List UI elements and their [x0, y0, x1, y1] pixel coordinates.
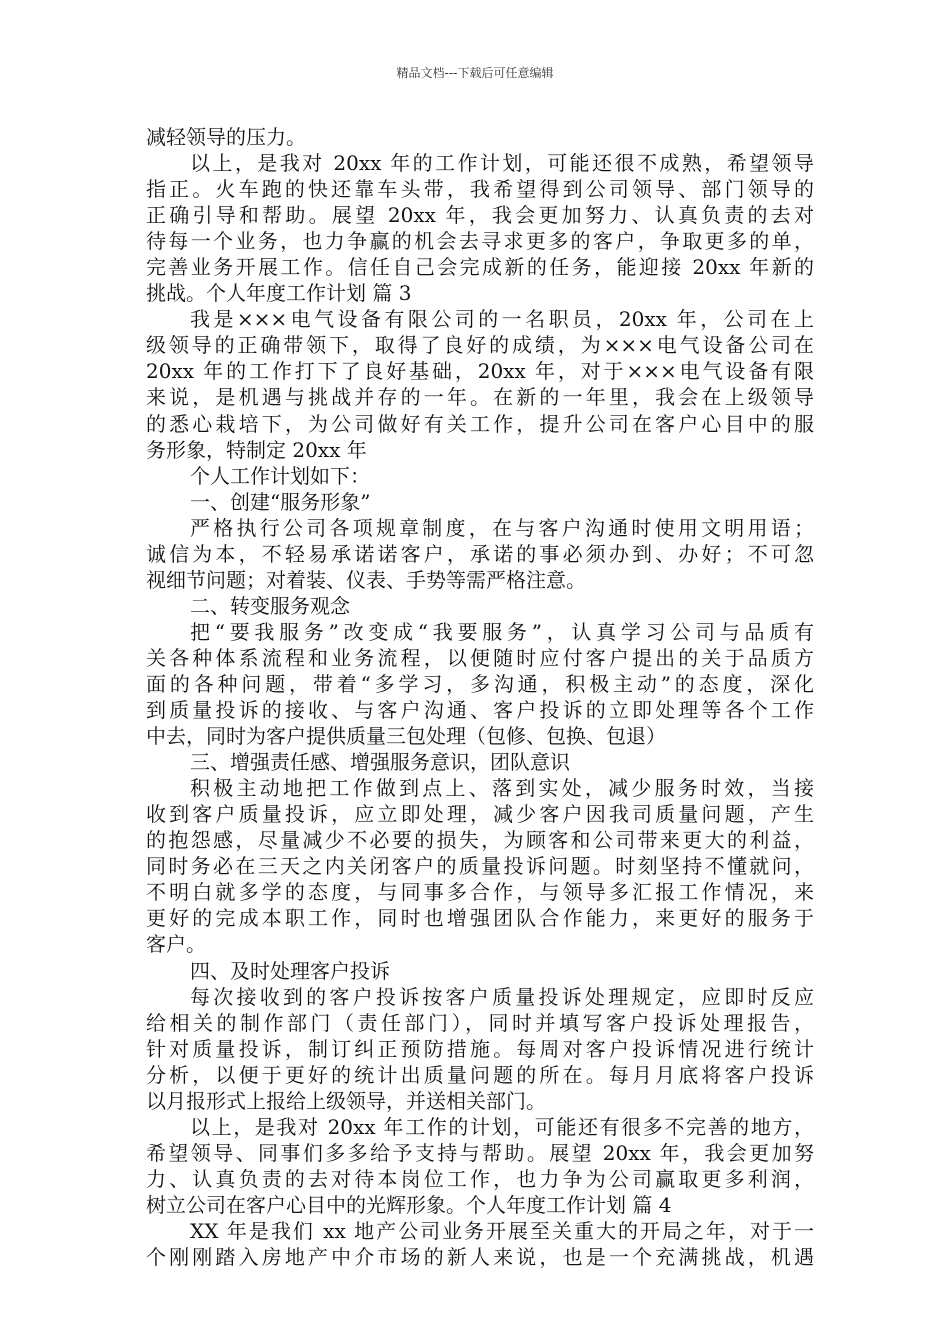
document-body — [146, 124, 814, 1270]
text-line: 我是×××电气设备有限公司的一名职员，20xx 年，公司在上 — [190, 307, 814, 332]
text-line: 20xx 年的工作打下了良好基础，20xx 年，对于×××电气设备有限 — [146, 359, 814, 384]
text-line: 客户。 — [146, 932, 206, 957]
text-line: 视细节问题；对着装、仪表、手势等需严格注意。 — [146, 567, 586, 592]
text-line: 三、增强责任感、增强服务意识，团队意识 — [190, 750, 570, 775]
text-line: 的悉心栽培下，为公司做好有关工作，提升公司在客户心目中的服 — [146, 411, 814, 436]
text-line: 把“要我服务”改变成“我要服务”，认真学习公司与品质有 — [190, 619, 814, 644]
text-line: 级领导的正确带领下，取得了良好的成绩，为×××电气设备公司在 — [146, 333, 814, 358]
text-line: 分析，以便于更好的统计出质量问题的所在。每月月底将客户投诉 — [146, 1062, 814, 1087]
text-line: 以月报形式上报给上级领导，并送相关部门。 — [146, 1088, 546, 1113]
text-line: 挑战。个人年度工作计划 篇 3 — [146, 281, 412, 306]
text-line: 正确引导和帮助。展望 20xx 年，我会更加努力、认真负责的去对 — [146, 203, 814, 228]
text-line: 中去，同时为客户提供质量三包处理（包修、包换、包退） — [146, 724, 666, 749]
text-line: 严格执行公司各项规章制度，在与客户沟通时使用文明用语； — [190, 515, 814, 540]
text-line: 减轻领导的压力。 — [146, 125, 306, 149]
text-line: 到质量投诉的接收、与客户沟通、客户投诉的立即处理等各个工作 — [146, 698, 814, 723]
text-line: 以上，是我对 20xx 年工作的计划，可能还有很多不完善的地方， — [190, 1114, 814, 1139]
text-line: 四、及时处理客户投诉 — [190, 958, 390, 983]
text-line: 来说，是机遇与挑战并存的一年。在新的一年里，我会在上级领导 — [146, 385, 814, 410]
text-line: 力、认真负责的去对待本岗位工作，也力争为公司赢取更多利润， — [146, 1166, 814, 1191]
text-line: 每次接收到的客户投诉按客户质量投诉处理规定，应即时反应 — [190, 984, 814, 1009]
text-line: 个人工作计划如下： — [190, 463, 370, 488]
text-line: 积极主动地把工作做到点上、落到实处，减少服务时效，当接 — [190, 776, 814, 801]
text-line: 一、创建“服务形象” — [190, 489, 371, 514]
page-header-caption: 精品文档---下载后可任意编辑 — [396, 66, 554, 80]
text-line: XX 年是我们 xx 地产公司业务开展至关重大的开局之年，对于一 — [190, 1218, 814, 1243]
text-line: 以上，是我对 20xx 年的工作计划，可能还很不成熟，希望领导 — [190, 151, 814, 176]
text-line: 给相关的制作部门（责任部门），同时并填写客户投诉处理报告， — [146, 1010, 814, 1035]
text-line: 完善业务开展工作。信任自己会完成新的任务，能迎接 20xx 年新的 — [146, 255, 814, 280]
text-line: 面的各种问题，带着“多学习，多沟通，积极主动”的态度，深化 — [146, 671, 814, 696]
text-line: 个刚刚踏入房地产中介市场的新人来说，也是一个充满挑战，机遇 — [146, 1245, 814, 1270]
text-line: 务形象，特制定 20xx 年 — [146, 437, 367, 462]
text-line: 希望领导、同事们多多给予支持与帮助。展望 20xx 年，我会更加努 — [146, 1140, 814, 1165]
text-line: 更好的完成本职工作，同时也增强团队合作能力，来更好的服务于 — [146, 906, 814, 931]
text-line: 二、转变服务观念 — [190, 593, 350, 618]
text-line: 指正。火车跑的快还靠车头带，我希望得到公司领导、部门领导的 — [146, 177, 814, 202]
text-line: 关各种体系流程和业务流程，以便随时应付客户提出的关于品质方 — [146, 645, 814, 670]
text-line: 不明白就多学的态度，与同事多合作，与领导多汇报工作情况，来 — [146, 880, 814, 905]
text-line: 待每一个业务，也力争赢的机会去寻求更多的客户，争取更多的单， — [146, 229, 814, 254]
text-line: 同时务必在三天之内关闭客户的质量投诉问题。时刻坚持不懂就问， — [146, 854, 814, 879]
text-line: 的抱怨感，尽量减少不必要的损失，为顾客和公司带来更大的利益， — [146, 828, 814, 853]
text-line: 树立公司在客户心目中的光辉形象。个人年度工作计划 篇 4 — [146, 1192, 672, 1217]
text-line: 针对质量投诉，制订纠正预防措施。每周对客户投诉情况进行统计 — [146, 1036, 814, 1061]
text-line: 收到客户质量投诉，应立即处理，减少客户因我司质量问题，产生 — [146, 802, 814, 827]
text-line: 诚信为本，不轻易承诺诺客户，承诺的事必须办到、办好；不可忽 — [146, 541, 814, 566]
